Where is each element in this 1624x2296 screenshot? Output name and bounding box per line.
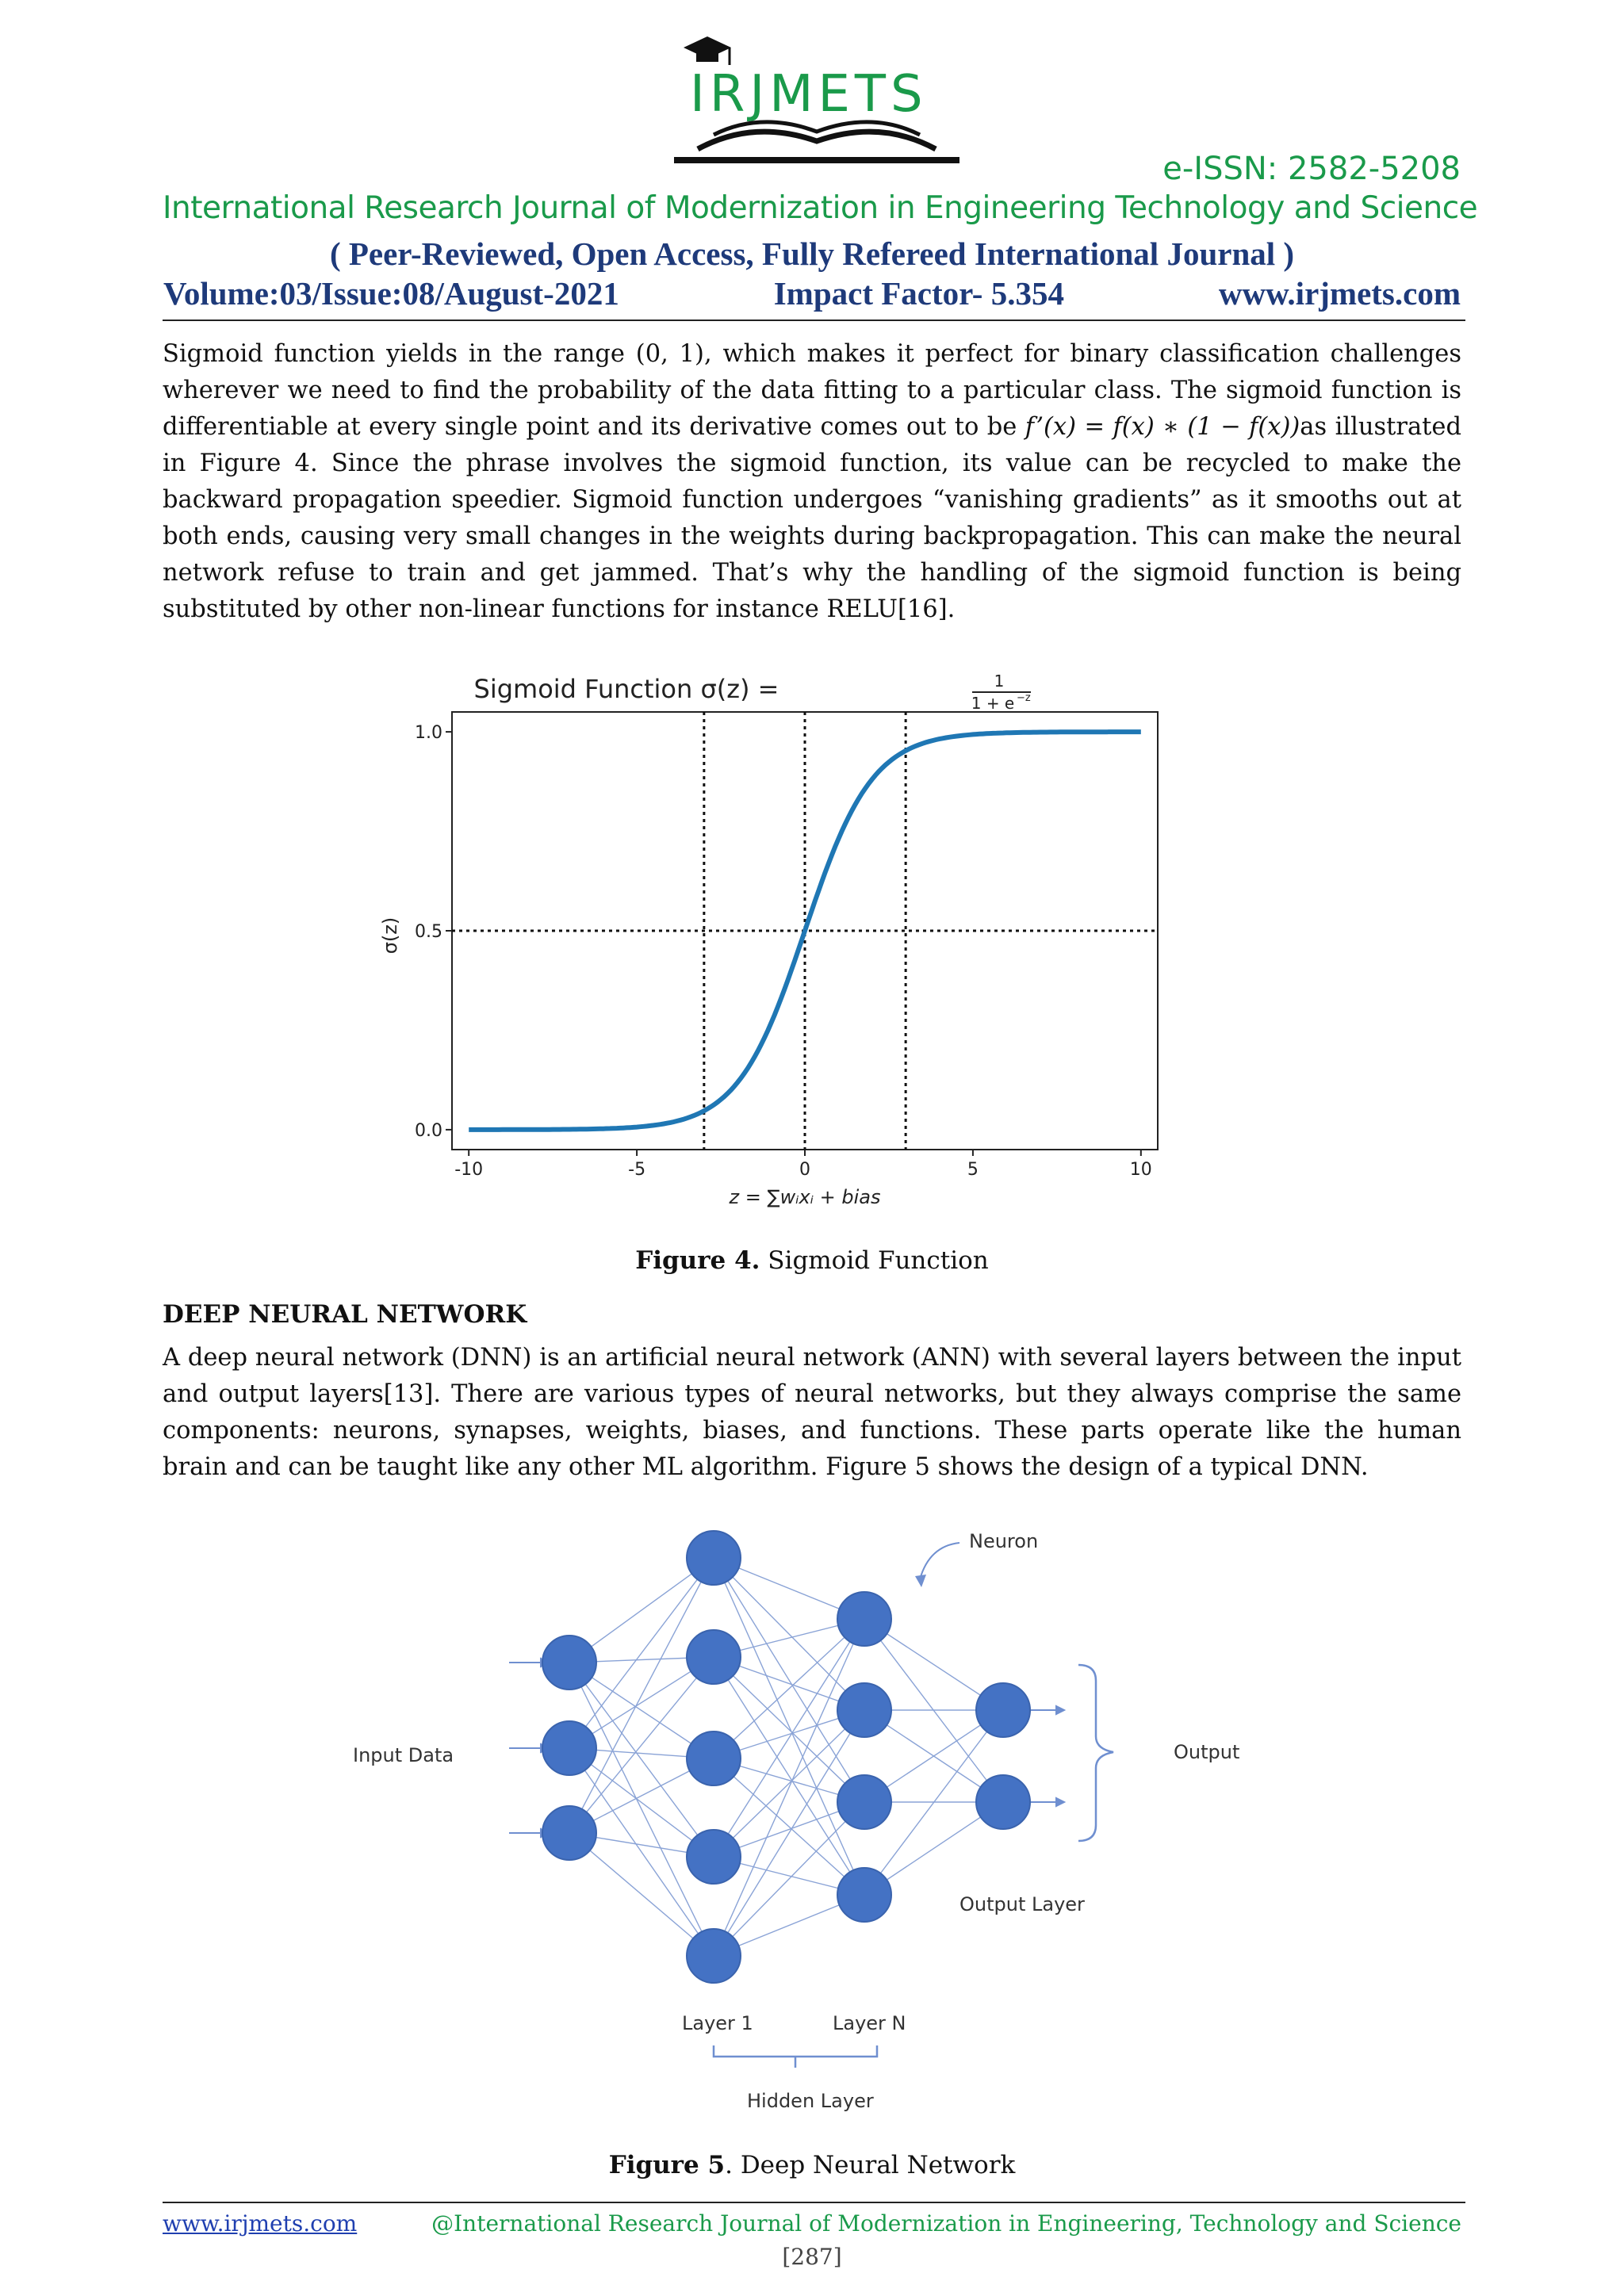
footer-website-link[interactable]: www.irjmets.com bbox=[163, 2210, 358, 2237]
journal-logo bbox=[666, 30, 967, 173]
output-brace bbox=[1078, 1665, 1113, 1841]
derivative-formula: f’(x) = f(x) ∗ (1 − f(x)) bbox=[1025, 413, 1300, 441]
neuron-node-layer-1 bbox=[687, 1929, 741, 1983]
y-tick-label: 1.0 bbox=[415, 723, 442, 744]
x-tick-label: -10 bbox=[454, 1160, 484, 1180]
neuron-label: Neuron bbox=[969, 1530, 1039, 1552]
journal-title: International Research Journal of Modernization in Engineering Technology and Science bbox=[163, 190, 1478, 226]
neuron-pointer-head bbox=[915, 1575, 926, 1587]
output-arrow-head bbox=[1056, 1798, 1064, 1806]
page-number: [287] bbox=[782, 2244, 842, 2270]
output-arrow-head bbox=[1056, 1706, 1064, 1714]
footer-divider bbox=[163, 2202, 1465, 2203]
neuron-node-layer-0 bbox=[542, 1721, 596, 1775]
header-divider bbox=[163, 320, 1465, 321]
neuron-pointer-arrow bbox=[920, 1543, 959, 1579]
layer1-label: Layer 1 bbox=[682, 2012, 753, 2034]
connection-line bbox=[714, 1758, 864, 1895]
hidden-layer-label: Hidden Layer bbox=[747, 2090, 874, 2112]
neuron-node-layer-3 bbox=[976, 1775, 1030, 1829]
dnn-diagram bbox=[333, 1514, 1300, 2117]
open-book-icon bbox=[674, 122, 959, 163]
neuron-node-layer-1 bbox=[687, 1531, 741, 1585]
neuron-node-layer-0 bbox=[542, 1636, 596, 1689]
figure5-caption-text: . Deep Neural Network bbox=[725, 2151, 1016, 2179]
footer-copyright: @International Research Journal of Modernization in Engineering, Technology and Science bbox=[431, 2210, 1461, 2237]
x-tick-label: 10 bbox=[1129, 1160, 1152, 1180]
chart-title-denominator: 1 + e bbox=[971, 694, 1015, 713]
x-tick-label: 0 bbox=[799, 1160, 810, 1180]
neuron-node-layer-2 bbox=[837, 1868, 891, 1922]
volume-info: Volume:03/Issue:08/August-2021 bbox=[163, 275, 619, 312]
peer-review-line: ( Peer-Reviewed, Open Access, Fully Refereed International Journal ) bbox=[329, 235, 1295, 272]
impact-factor: Impact Factor- 5.354 bbox=[773, 275, 1064, 312]
chart-layer bbox=[415, 712, 1158, 1180]
figure4-caption-label: Figure 4. bbox=[635, 1246, 760, 1275]
output-layer-label: Output Layer bbox=[959, 1893, 1085, 1915]
output-label: Output bbox=[1174, 1741, 1240, 1763]
y-tick-label: 0.5 bbox=[415, 922, 442, 942]
input-data-label: Input Data bbox=[353, 1744, 454, 1766]
figure4-caption bbox=[0, 1246, 1624, 1275]
sigmoid-chart bbox=[365, 666, 1174, 1221]
para1-text-a: Sigmoid function yields in the range (0, 1), which makes it perfect for binary classification challenges wherever we need to find the probability of the data fitting to a particular class. The sigmoid function is differentiable at every single point and its derivative comes out to be bbox=[163, 340, 1461, 441]
neuron-node-layer-1 bbox=[687, 1630, 741, 1684]
header-website: www.irjmets.com bbox=[1218, 275, 1461, 312]
chart-title-numerator: 1 bbox=[994, 672, 1005, 691]
x-tick-label: -5 bbox=[628, 1160, 646, 1180]
y-tick-label: 0.0 bbox=[415, 1120, 442, 1141]
neuron-node-layer-2 bbox=[837, 1592, 891, 1646]
volume-row bbox=[163, 274, 1461, 312]
section-heading: DEEP NEURAL NETWORK bbox=[163, 1300, 527, 1329]
paragraph-sigmoid bbox=[163, 336, 1461, 628]
neuron-node-layer-2 bbox=[837, 1683, 891, 1737]
paragraph-dnn: A deep neural network (DNN) is an artificial neural network (ANN) with several layers between the input and output layers[13]. There are various types of neural networks, but they always comprise the same components: neurons, synapses, weights, biases, and functions. These parts operate like the human brain and can be taught like any other ML algorithm. Figure 5 shows the design of a typical DNN. bbox=[163, 1344, 1461, 1481]
graduation-cap-icon bbox=[684, 36, 731, 65]
x-tick-label: 5 bbox=[967, 1160, 979, 1180]
neuron-node-layer-2 bbox=[837, 1775, 891, 1829]
y-axis-label: σ(z) bbox=[379, 916, 401, 955]
neuron-node-layer-3 bbox=[976, 1683, 1030, 1737]
chart-title: Sigmoid Function σ(z) = bbox=[473, 674, 779, 704]
figure5-caption-label: Figure 5 bbox=[608, 2151, 726, 2179]
neuron-node-layer-1 bbox=[687, 1830, 741, 1884]
connection-line bbox=[569, 1663, 714, 1956]
issn: e-ISSN: 2582-5208 bbox=[1162, 151, 1461, 187]
hidden-layer-brace bbox=[714, 2045, 877, 2068]
chart-title-exponent: −z bbox=[1017, 692, 1031, 704]
figure4-caption-text: Sigmoid Function bbox=[760, 1246, 989, 1275]
x-axis-label: z = ∑wᵢxᵢ + bias bbox=[729, 1186, 881, 1208]
chart-title-fraction bbox=[971, 672, 1031, 713]
connection-line bbox=[714, 1710, 864, 1857]
figure5-caption bbox=[0, 2151, 1624, 2179]
layerN-label: Layer N bbox=[833, 2012, 906, 2034]
para1-text-b: as illustrated in Figure 4. Since the phrase involves the sigmoid function, its value can be recycled to make the backward propagation speedier. Sigmoid function undergoes “vanishing gradients” as it smooths out at both ends, causing very small changes in the weights during backpropagation. This can make the neural network refuse to train and get jammed. That’s why the handling of the sigmoid function is being substituted by other non-linear functions for instance RELU[16]. bbox=[163, 413, 1461, 623]
neuron-node-layer-0 bbox=[542, 1806, 596, 1860]
neuron-node-layer-1 bbox=[687, 1732, 741, 1785]
connection-line bbox=[569, 1558, 714, 1833]
dnn-connections bbox=[569, 1558, 1003, 1956]
logo-text: IRJMETS bbox=[690, 65, 928, 124]
